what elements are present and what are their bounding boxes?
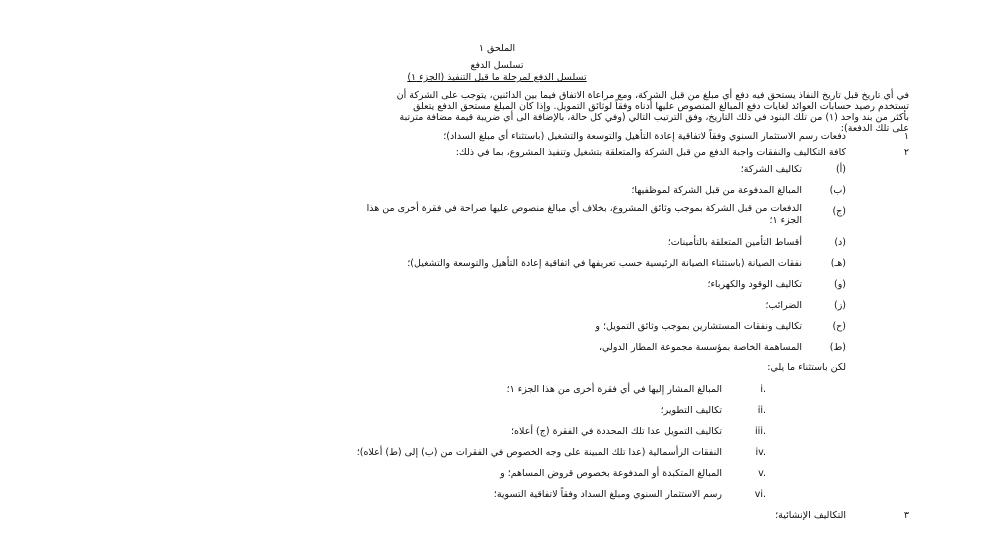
subitem-mark-b: (ب) (829, 185, 846, 196)
exception-text-1: المبالغ المشار إليها في أي فقرة أخرى من هذا الجزء ١؛ (506, 384, 722, 395)
exception-text-4: النفقات الرأسمالية (عدا تلك المبينة على وجه الخصوص في الفقرات من (ب) إلى (ط) أعلاه)؛ (356, 447, 722, 458)
exception-mark-1: i. (760, 384, 766, 395)
subitem-mark-a: (أ) (835, 164, 846, 175)
subitem-mark-g: (ز) (833, 300, 846, 311)
subitem-text-f: تكاليف الوقود والكهرباء؛ (707, 279, 802, 290)
exception-text-3: تكاليف التمويل عدا تلك المحددة في الفقرة (ج) أعلاه؛ (511, 426, 722, 437)
subitem-text-c-cont: الجزء ١؛ (769, 215, 802, 226)
exception-mark-3: iii. (755, 426, 766, 437)
subitem-text-e: نفقات الصيانة (باستثناء الصيانة الرئيسية حسب تعريفها في اتفاقية إعادة التأهيل والتوسعة والتشغيل)؛ (407, 258, 802, 269)
exception-mark-2: ii. (757, 405, 766, 416)
exception-text-5: المبالغ المتكبدة أو المدفوعة بخصوص قروض المساهم؛ و (500, 468, 722, 479)
subitem-mark-i: (ط) (829, 342, 846, 353)
subitem-text-d: أقساط التأمين المتعلقة بالتأمينات؛ (667, 237, 802, 248)
intro-line-1: في أي تاريخ قبل تاريخ النفاذ يستحق فيه دفع أي مبلغ من قبل الشركة، ومع مراعاة الاتفاق فيما بين الدائنين، يتوجب على الشركة أن (396, 90, 909, 101)
subitem-text-i: المساهمة الخاصة بمؤسسة مجموعة المطار الدولي، (598, 342, 802, 353)
subitem-text-b: المبالغ المدفوعة من قبل الشركة لموظفيها؛ (631, 185, 802, 196)
exceptions-intro: لكن باستثناء ما يلي: (767, 362, 846, 373)
item-text-1: دفعات رسم الاستثمار السنوي وفقاً لاتفاقية إعادة التأهيل والتوسعة والتشغيل (باستثناء أي مبلغ السداد)؛ (443, 131, 846, 142)
item-text-2: كافة التكاليف والنفقات واجبة الدفع من قبل الشركة والمتعلقة بتشغيل وتنفيذ المشروع، بما في ذلك: (455, 147, 846, 158)
document-subtitle: تسلسل الدفع لمرحلة ما قبل التنفيذ (الجزء ١) (407, 72, 587, 83)
annex-heading: الملحق ١ (478, 43, 516, 54)
intro-line-4: على تلك الدفعة): (840, 123, 909, 134)
subitem-text-g: الضرائب؛ (765, 300, 802, 311)
subitem-mark-c: (ج) (832, 206, 846, 217)
exception-mark-6: vi. (754, 489, 766, 500)
subitem-mark-e: (هـ) (830, 258, 846, 269)
subitem-text-h: تكاليف ونفقات المستشارين بموجب وثائق التمويل؛ و (595, 321, 802, 332)
subitem-text-a: تكاليف الشركة؛ (740, 164, 802, 175)
subitem-mark-d: (د) (834, 237, 846, 248)
intro-line-3: بأكثر من بند واحد (١) من تلك البنود في ذلك التاريخ، وفق الترتيب التالي (وفي كل حالة، بالإضافة الى أي ضريبة قيمة مضافة مترتبة (399, 112, 909, 123)
exception-text-2: تكاليف التطوير؛ (660, 405, 722, 416)
exception-text-6: رسم الاستثمار السنوي ومبلغ السداد وفقاً لاتفاقية التسوية؛ (493, 489, 722, 500)
item-number-3: ٣ (903, 510, 909, 521)
item-number-1: ١ (903, 131, 909, 142)
intro-line-2: تستخدم رصيد حسابات العوائد لغايات دفع المبالغ المنصوص عليها أدناه وفقاً لوثائق التمويل. وإذا كان المبلغ مستحق الدفع يتعلق (413, 101, 909, 112)
exception-mark-5: v. (758, 468, 766, 479)
item-number-2: ٢ (903, 147, 909, 158)
exception-mark-4: iv. (755, 447, 766, 458)
item-text-3: التكاليف الإنشائية؛ (775, 510, 846, 521)
document-title: تسلسل الدفع (470, 60, 524, 71)
subitem-mark-f: (و) (833, 279, 846, 290)
subitem-text-c: الدفعات من قبل الشركة بموجب وثائق المشروع، بخلاف أي مبالغ منصوص عليها صراحة في فقرة أخرى من هذا (366, 203, 802, 214)
subitem-mark-h: (ح) (832, 321, 846, 332)
